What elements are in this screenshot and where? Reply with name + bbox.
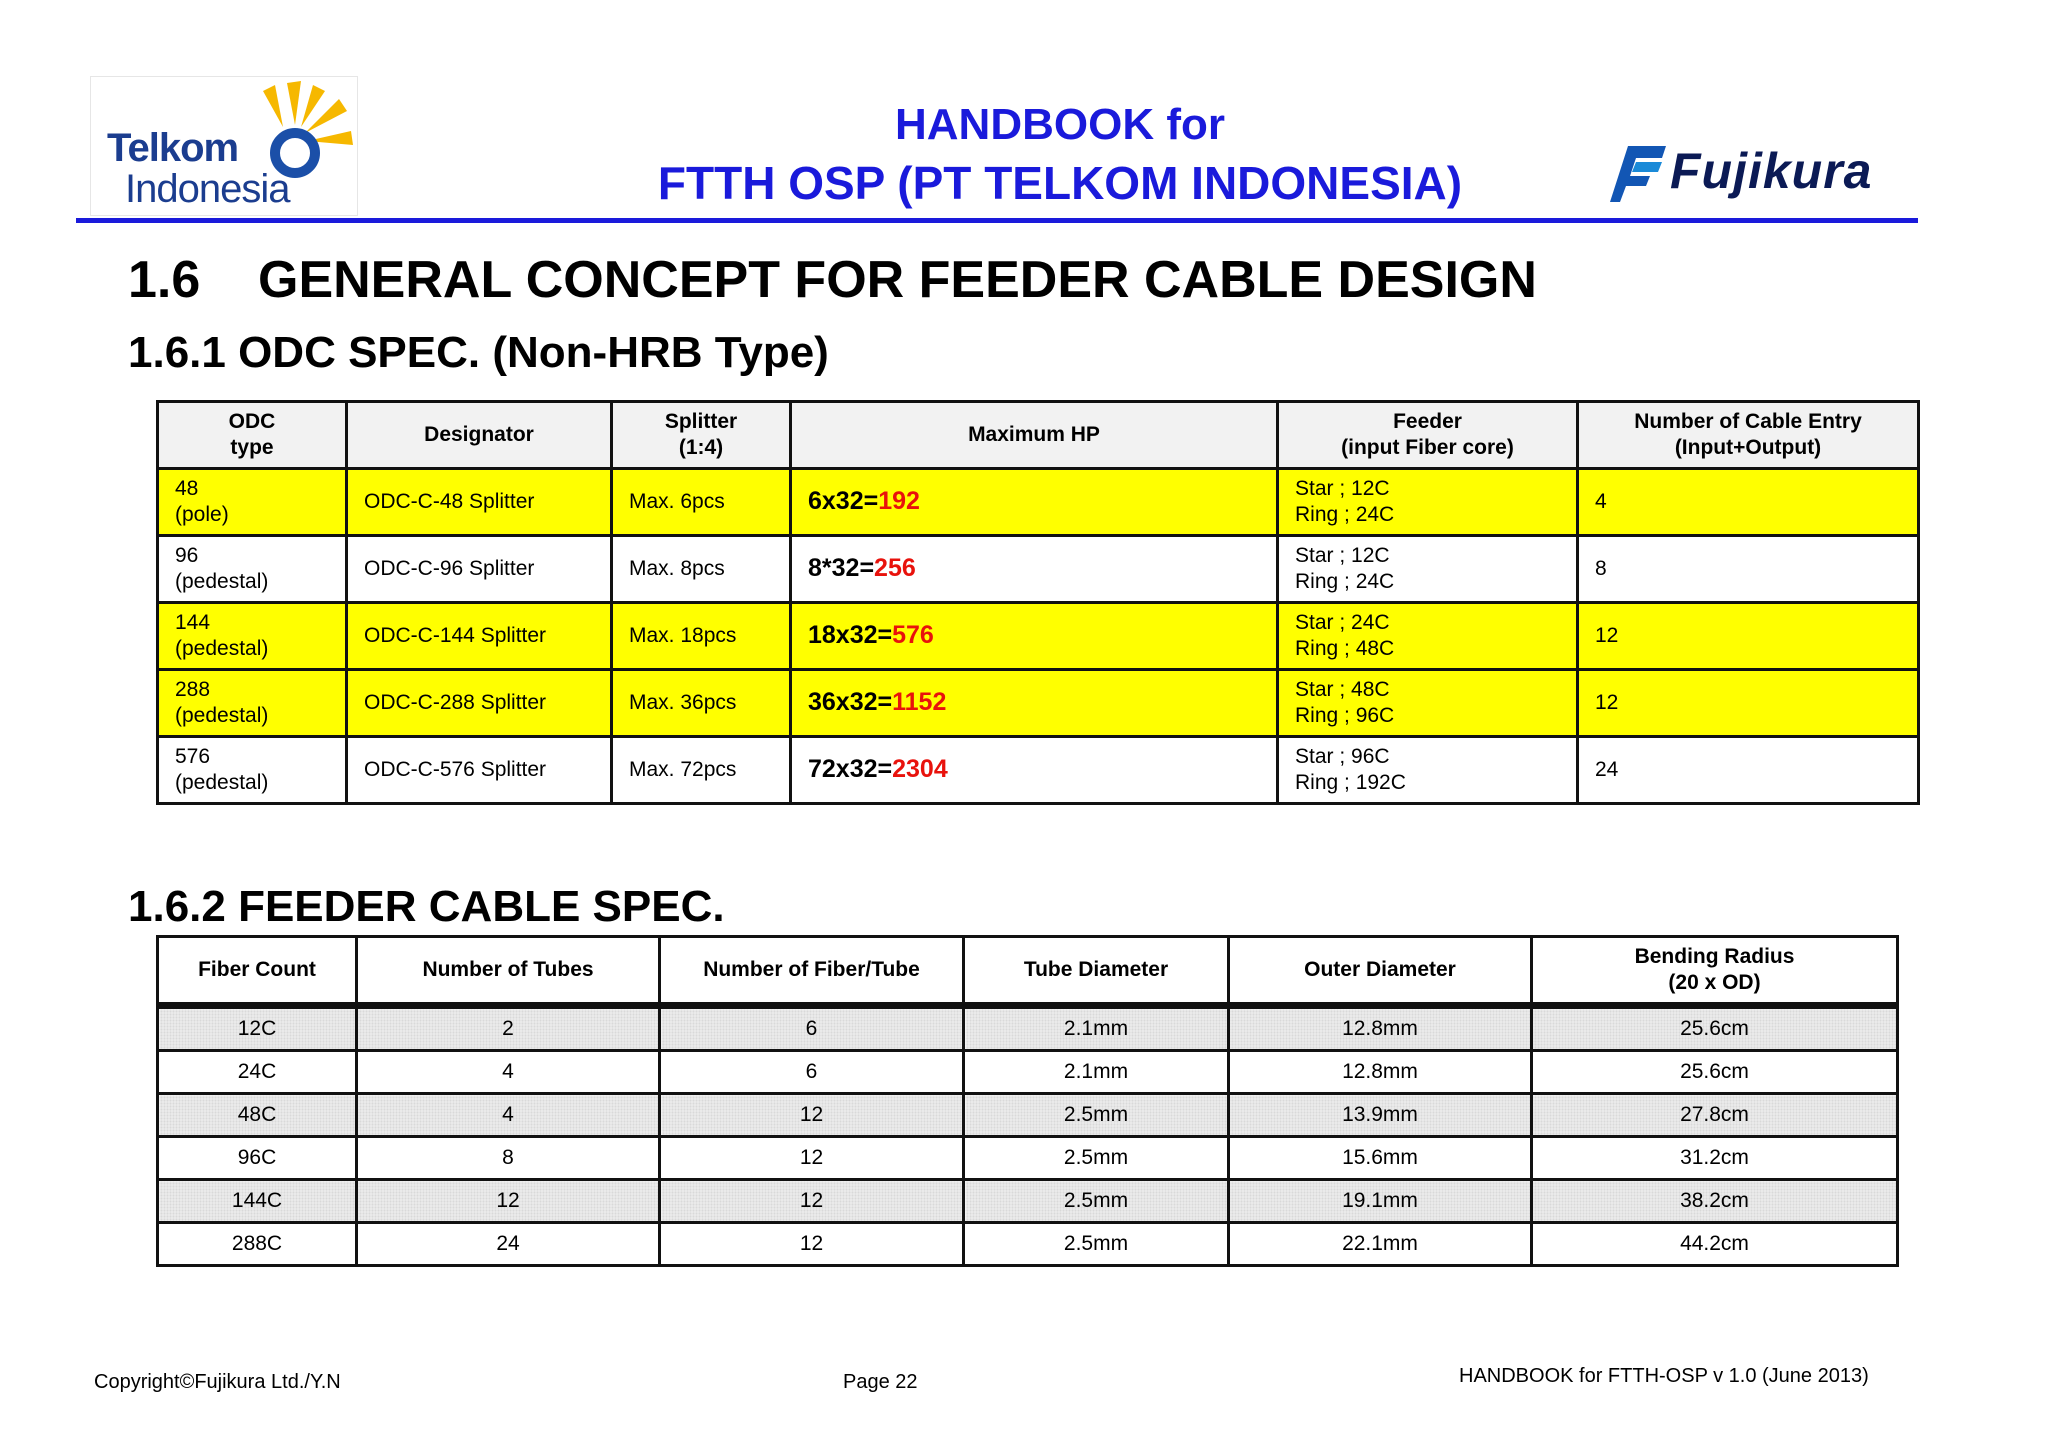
header-divider xyxy=(76,218,1918,223)
bending-radius-cell: 27.8cm xyxy=(1532,1094,1898,1137)
hp-result: 2304 xyxy=(892,755,948,784)
tube-diameter-cell: 2.5mm xyxy=(964,1180,1229,1223)
fujikura-logo-icon xyxy=(1610,144,1668,204)
header-bending-radius: Bending Radius (20 x OD) xyxy=(1532,937,1898,1006)
fiber-count-cell: 24C xyxy=(158,1051,357,1094)
tubes-cell: 24 xyxy=(357,1223,660,1266)
tube-diameter-cell: 2.5mm xyxy=(964,1137,1229,1180)
section-number: 1.6 xyxy=(128,251,201,309)
table-row xyxy=(158,603,1919,670)
tubes-cell: 2 xyxy=(357,1006,660,1051)
table-row xyxy=(158,737,1919,804)
hp-result: 576 xyxy=(892,621,934,650)
section-heading xyxy=(128,250,1537,310)
hp-expression: 36x32= xyxy=(808,688,893,717)
footer-document-version: HANDBOOK for FTTH-OSP v 1.0 (June 2013) xyxy=(1459,1365,1869,1387)
table-row xyxy=(158,536,1919,603)
odc-type-cell: 96 (pedestal) xyxy=(158,536,347,603)
fiber-per-tube-cell: 12 xyxy=(660,1094,964,1137)
header-outer-diameter: Outer Diameter xyxy=(1229,937,1532,1006)
tube-diameter-cell: 2.5mm xyxy=(964,1223,1229,1266)
outer-diameter-cell: 22.1mm xyxy=(1229,1223,1532,1266)
odc-type-cell: 144 (pedestal) xyxy=(158,603,347,670)
outer-diameter-cell: 19.1mm xyxy=(1229,1180,1532,1223)
bending-radius-cell: 44.2cm xyxy=(1532,1223,1898,1266)
bending-radius-cell: 31.2cm xyxy=(1532,1137,1898,1180)
fiber-per-tube-cell: 12 xyxy=(660,1223,964,1266)
footer-page-number: Page 22 xyxy=(843,1371,918,1393)
outer-diameter-cell: 15.6mm xyxy=(1229,1137,1532,1180)
subsection-odc-heading: 1.6.1 ODC SPEC. (Non-HRB Type) xyxy=(128,328,829,377)
max-hp-cell xyxy=(791,737,1278,804)
fiber-count-cell: 288C xyxy=(158,1223,357,1266)
hp-expression: 8*32= xyxy=(808,554,875,583)
fiber-count-cell: 12C xyxy=(158,1006,357,1051)
feeder-cell: Star ; 96C Ring ; 192C xyxy=(1278,737,1578,804)
feeder-cell: Star ; 12C Ring ; 24C xyxy=(1278,536,1578,603)
table-row xyxy=(158,1223,1898,1266)
fiber-per-tube-cell: 6 xyxy=(660,1006,964,1051)
feeder-cell: Star ; 48C Ring ; 96C xyxy=(1278,670,1578,737)
table-row xyxy=(158,1137,1898,1180)
footer-copyright: Copyright©Fujikura Ltd./Y.N xyxy=(94,1371,341,1393)
splitter-cell: Max. 72pcs xyxy=(612,737,791,804)
tubes-cell: 4 xyxy=(357,1051,660,1094)
odc-header-feeder: Feeder (input Fiber core) xyxy=(1278,402,1578,469)
table-row xyxy=(158,1180,1898,1223)
fiber-count-cell: 144C xyxy=(158,1180,357,1223)
section-title: GENERAL CONCEPT FOR FEEDER CABLE DESIGN xyxy=(258,251,1537,309)
odc-table-header-row xyxy=(158,402,1919,469)
bending-radius-cell: 38.2cm xyxy=(1532,1180,1898,1223)
cable-entry-cell: 4 xyxy=(1578,469,1919,536)
tubes-cell: 4 xyxy=(357,1094,660,1137)
header-fiber-per-tube: Number of Fiber/Tube xyxy=(660,937,964,1006)
odc-header-cable-entry: Number of Cable Entry (Input+Output) xyxy=(1578,402,1919,469)
header-fiber-count: Fiber Count xyxy=(158,937,357,1006)
outer-diameter-cell: 13.9mm xyxy=(1229,1094,1532,1137)
max-hp-cell xyxy=(791,670,1278,737)
header-title-line2: FTTH OSP (PT TELKOM INDONESIA) xyxy=(657,157,1463,209)
odc-header-splitter: Splitter (1:4) xyxy=(612,402,791,469)
odc-spec-table xyxy=(156,400,1920,805)
subsection-feeder-heading: 1.6.2 FEEDER CABLE SPEC. xyxy=(128,882,725,931)
cable-entry-cell: 12 xyxy=(1578,603,1919,670)
fiber-count-cell: 96C xyxy=(158,1137,357,1180)
odc-type-cell: 288 (pedestal) xyxy=(158,670,347,737)
hp-expression: 72x32= xyxy=(808,755,893,784)
header-number-of-tubes: Number of Tubes xyxy=(357,937,660,1006)
splitter-cell: Max. 8pcs xyxy=(612,536,791,603)
odc-type-cell: 48 (pole) xyxy=(158,469,347,536)
cable-entry-cell: 8 xyxy=(1578,536,1919,603)
odc-header-max-hp: Maximum HP xyxy=(791,402,1278,469)
tubes-cell: 12 xyxy=(357,1180,660,1223)
odc-header-designator: Designator xyxy=(347,402,612,469)
fujikura-logo xyxy=(1610,144,1900,206)
fiber-per-tube-cell: 12 xyxy=(660,1180,964,1223)
header-title-line1: HANDBOOK for xyxy=(895,100,1225,149)
hp-result: 192 xyxy=(878,487,920,516)
fiber-count-cell: 48C xyxy=(158,1094,357,1137)
hp-expression: 18x32= xyxy=(808,621,893,650)
table-row xyxy=(158,1006,1898,1051)
feeder-cell: Star ; 12C Ring ; 24C xyxy=(1278,469,1578,536)
fiber-per-tube-cell: 12 xyxy=(660,1137,964,1180)
max-hp-cell xyxy=(791,536,1278,603)
fiber-per-tube-cell: 6 xyxy=(660,1051,964,1094)
cable-entry-cell: 12 xyxy=(1578,670,1919,737)
feeder-cable-table xyxy=(156,935,1899,1267)
bending-radius-cell: 25.6cm xyxy=(1532,1006,1898,1051)
tube-diameter-cell: 2.1mm xyxy=(964,1051,1229,1094)
feeder-cell: Star ; 24C Ring ; 48C xyxy=(1278,603,1578,670)
telkom-word: Telkom xyxy=(107,126,239,170)
tube-diameter-cell: 2.5mm xyxy=(964,1094,1229,1137)
splitter-cell: Max. 6pcs xyxy=(612,469,791,536)
hp-expression: 6x32= xyxy=(808,487,879,516)
table-row xyxy=(158,1051,1898,1094)
table-row xyxy=(158,670,1919,737)
outer-diameter-cell: 12.8mm xyxy=(1229,1006,1532,1051)
cable-entry-cell: 24 xyxy=(1578,737,1919,804)
outer-diameter-cell: 12.8mm xyxy=(1229,1051,1532,1094)
odc-type-cell: 576 (pedestal) xyxy=(158,737,347,804)
splitter-cell: Max. 36pcs xyxy=(612,670,791,737)
indonesia-word: Indonesia xyxy=(125,167,290,211)
bending-radius-cell: 25.6cm xyxy=(1532,1051,1898,1094)
tubes-cell: 8 xyxy=(357,1137,660,1180)
header-tube-diameter: Tube Diameter xyxy=(964,937,1229,1006)
designator-cell: ODC-C-48 Splitter xyxy=(347,469,612,536)
table-row xyxy=(158,1094,1898,1137)
max-hp-cell xyxy=(791,603,1278,670)
designator-cell: ODC-C-96 Splitter xyxy=(347,536,612,603)
splitter-cell: Max. 18pcs xyxy=(612,603,791,670)
tube-diameter-cell: 2.1mm xyxy=(964,1006,1229,1051)
telkom-logo xyxy=(90,76,358,216)
hp-result: 1152 xyxy=(892,688,947,717)
table-row xyxy=(158,469,1919,536)
fujikura-word: Fujikura xyxy=(1670,143,1873,199)
odc-header-type: ODC type xyxy=(158,402,347,469)
designator-cell: ODC-C-288 Splitter xyxy=(347,670,612,737)
max-hp-cell xyxy=(791,469,1278,536)
hp-result: 256 xyxy=(874,554,916,583)
designator-cell: ODC-C-576 Splitter xyxy=(347,737,612,804)
feeder-table-header-row xyxy=(158,937,1898,1006)
designator-cell: ODC-C-144 Splitter xyxy=(347,603,612,670)
